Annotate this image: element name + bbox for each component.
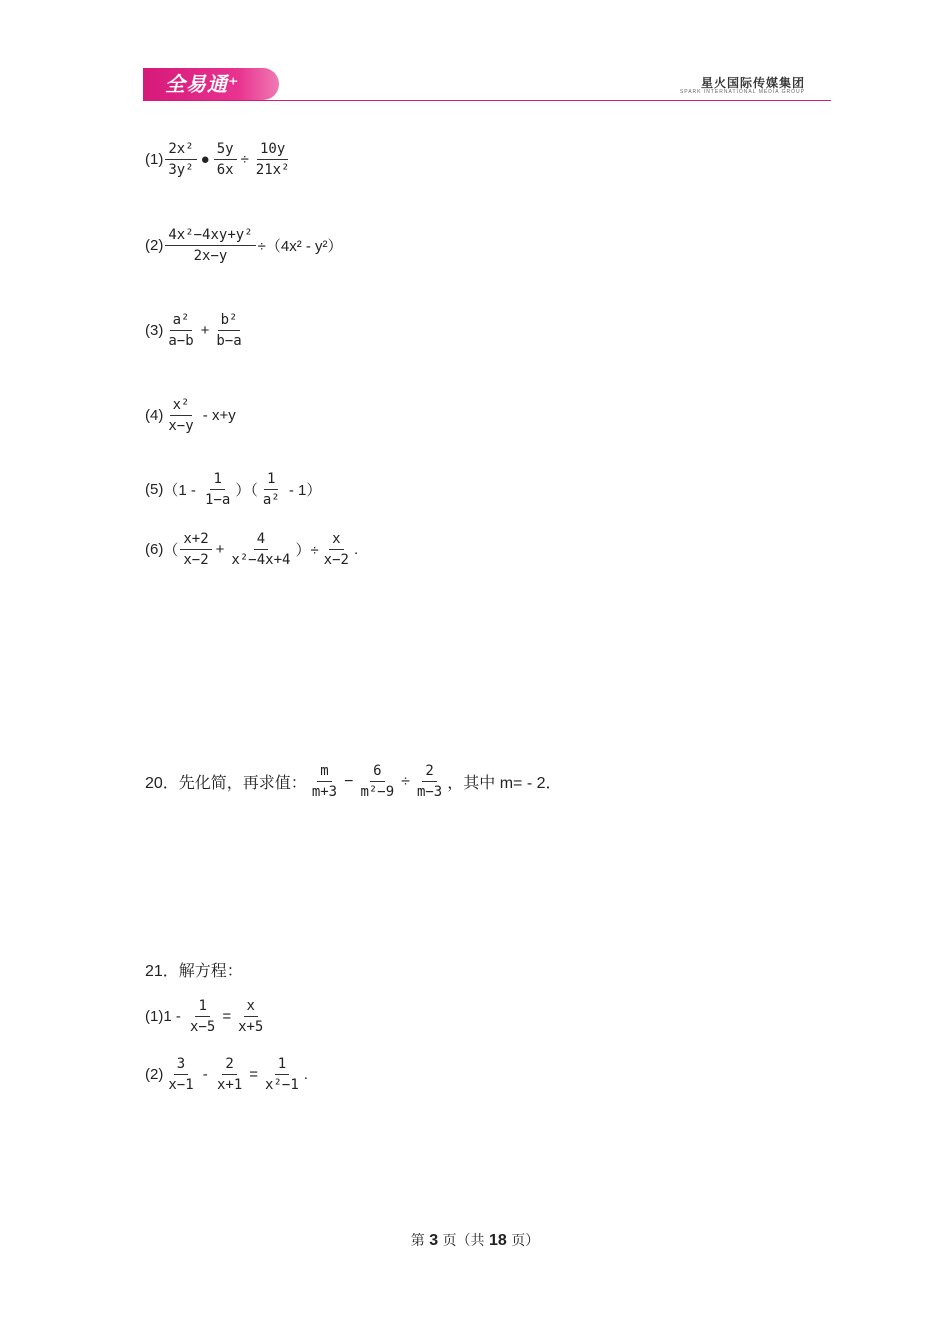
fraction <box>180 530 211 569</box>
fraction <box>414 762 445 801</box>
numerator: 2x² <box>165 140 196 160</box>
plus-sign: + <box>215 541 225 558</box>
fraction <box>321 530 352 569</box>
numerator: x+2 <box>180 530 211 550</box>
denominator: x−1 <box>168 1077 194 1093</box>
equals-sign: = <box>249 1066 259 1083</box>
numerator: 1 <box>264 470 278 490</box>
page-number: 3 <box>429 1232 439 1249</box>
numerator: 3 <box>174 1055 188 1075</box>
middle-paren: ）（ <box>235 482 258 499</box>
footer-text: 第 <box>410 1233 430 1249</box>
numerator: 1 <box>195 997 209 1017</box>
denominator: 2x−y <box>193 248 228 264</box>
fraction <box>214 140 237 179</box>
minus-sign: - <box>198 1066 212 1083</box>
question-21-title <box>145 958 243 981</box>
total-pages: 18 <box>489 1232 507 1249</box>
denominator: x²−1 <box>265 1077 299 1093</box>
question-20 <box>145 762 562 801</box>
numerator: 5y <box>214 140 237 160</box>
header-divider <box>143 100 831 101</box>
numerator: 1 <box>275 1055 289 1075</box>
denominator: a−b <box>168 333 194 349</box>
denominator: x²−4x+4 <box>231 552 291 568</box>
fraction <box>309 762 340 801</box>
denominator: a² <box>262 492 280 508</box>
fraction <box>262 1055 302 1094</box>
denominator: m−3 <box>416 784 443 800</box>
multiply-dot: ● <box>200 151 210 168</box>
problem-4 <box>145 396 236 435</box>
problem-label: (6) <box>145 541 164 558</box>
fraction <box>165 1055 196 1094</box>
denominator: x−2 <box>323 552 349 568</box>
question-text: 20．先化简，再求值： <box>145 775 307 792</box>
denominator: x+5 <box>238 1019 264 1035</box>
numerator: x² <box>170 396 193 416</box>
open-paren: （ <box>163 542 179 559</box>
plus-sign: + <box>200 322 210 339</box>
problem-label: (4) <box>145 407 164 424</box>
fraction <box>228 530 293 569</box>
fraction <box>165 311 196 350</box>
denominator: 1−a <box>205 492 231 508</box>
minus-sign: − <box>344 772 354 790</box>
equals-sign: = <box>222 1008 232 1025</box>
problem-5 <box>145 470 321 509</box>
fraction <box>165 140 196 179</box>
equation-label: (2) <box>145 1066 164 1083</box>
denominator: x−2 <box>183 552 209 568</box>
denominator: 3y² <box>168 162 194 178</box>
denominator: b−a <box>216 333 242 349</box>
denominator: x+1 <box>216 1077 243 1093</box>
numerator: 4x²−4xy+y² <box>165 226 255 246</box>
numerator: 6 <box>370 762 384 782</box>
fraction <box>357 762 397 801</box>
equation-label: (1)1 - <box>145 1008 186 1025</box>
problem-2 <box>145 226 343 265</box>
divide-sign: ÷ <box>401 772 410 790</box>
numerator: m <box>317 762 331 782</box>
numerator: b² <box>218 311 241 331</box>
close-paren: ）÷ <box>295 542 319 559</box>
problem-rest: ÷（4x² - y²） <box>257 238 343 255</box>
numerator: a² <box>170 311 193 331</box>
org-subtitle: SPARK INTERNATIONAL MEDIA GROUP <box>679 89 805 95</box>
close-paren: - 1） <box>284 482 322 499</box>
numerator: x <box>244 997 258 1017</box>
footer-text: 页） <box>506 1233 540 1249</box>
denominator: x−5 <box>190 1019 216 1035</box>
problem-label: (5) <box>145 481 164 498</box>
numerator: 2 <box>422 762 436 782</box>
fraction <box>235 997 266 1036</box>
equation-2 <box>145 1055 308 1094</box>
denominator: m²−9 <box>360 784 395 800</box>
numerator: x <box>329 530 343 550</box>
denominator: m+3 <box>311 784 338 800</box>
numerator: 1 <box>210 470 224 490</box>
question-tail: ，其中 m= - 2． <box>447 775 562 792</box>
problem-label: (3) <box>145 322 164 339</box>
brand-logo: 全易通⁺ <box>143 68 279 100</box>
fraction <box>165 226 255 265</box>
numerator: 10y <box>257 140 288 160</box>
denominator: 21x² <box>255 162 290 178</box>
question-text: 21．解方程： <box>145 963 243 980</box>
equation-1 <box>145 997 268 1036</box>
denominator: x−y <box>168 418 194 434</box>
open-paren: （1 - <box>163 482 201 499</box>
org-name: 星火国际传媒集团 <box>700 76 805 90</box>
page-footer <box>0 1230 950 1250</box>
fraction <box>202 470 233 509</box>
numerator: 2 <box>222 1055 236 1075</box>
fraction <box>213 311 244 350</box>
problem-3 <box>145 311 247 350</box>
period: . <box>353 541 359 558</box>
divide-sign: ÷ <box>240 151 249 168</box>
fraction <box>165 396 196 435</box>
problem-rest: - x+y <box>198 407 236 424</box>
fraction <box>260 470 283 509</box>
fraction <box>214 1055 245 1094</box>
fraction <box>253 140 293 179</box>
numerator: 4 <box>254 530 268 550</box>
problem-label: (1) <box>145 151 164 168</box>
problem-6 <box>145 530 358 569</box>
problem-label: (2) <box>145 237 164 254</box>
fraction <box>187 997 218 1036</box>
period: . <box>303 1066 308 1083</box>
problem-1 <box>145 140 295 179</box>
footer-text: 页（共 <box>438 1233 489 1249</box>
denominator: 6x <box>216 162 234 178</box>
